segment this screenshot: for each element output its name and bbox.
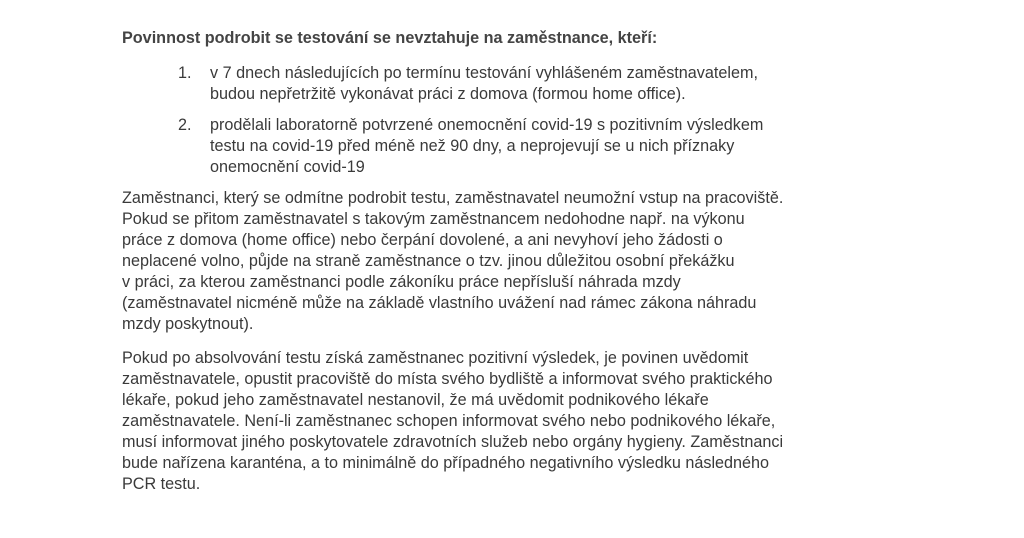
refusal-paragraph bbox=[122, 188, 912, 335]
list-item-number: 2. bbox=[178, 116, 192, 134]
paragraph-line: neplacené volno, půjde na straně zaměstnance o tzv. jinou důležitou osobní překážku bbox=[122, 252, 735, 270]
list-item-text-line: testu na covid-19 před méně než 90 dny, a neprojevují se u nich příznaky bbox=[210, 137, 735, 155]
paragraph-line: bude nařízena karanténa, a to minimálně do případného negativního výsledku následného bbox=[122, 454, 770, 472]
paragraph-line: lékaře, pokud jeho zaměstnavatel nestanovil, že má uvědomit podnikového lékaře bbox=[122, 391, 709, 409]
list-item-text-line: budou nepřetržitě vykonávat práci z domova (formou home office). bbox=[210, 85, 686, 103]
paragraph-line: práce z domova (home office) nebo čerpání dovolené, a ani nevyhoví jeho žádosti o bbox=[122, 231, 723, 249]
exemption-list bbox=[122, 63, 912, 178]
paragraph-line: Pokud po absolvování testu získá zaměstnanec pozitivní výsledek, je povinen uvědomit bbox=[122, 349, 749, 367]
section-heading: Povinnost podrobit se testování se nevztahuje na zaměstnance, kteří: bbox=[122, 29, 658, 47]
list-item bbox=[122, 63, 912, 105]
paragraph-line: (zaměstnavatel nicméně může na základě vlastního uvážení nad rámec zákona náhradu bbox=[122, 294, 757, 312]
paragraph-line: musí informovat jiného poskytovatele zdravotních služeb nebo orgány hygieny. Zaměstnanci bbox=[122, 433, 784, 451]
list-item bbox=[122, 115, 912, 178]
list-item-text-line: v 7 dnech následujících po termínu testování vyhlášeném zaměstnavatelem, bbox=[210, 64, 758, 82]
paragraph-line: zaměstnavatele, opustit pracoviště do místa svého bydliště a informovat svého praktického bbox=[122, 370, 773, 388]
paragraph-line: v práci, za kterou zaměstnanci podle zákoníku práce nepřísluší náhrada mzdy bbox=[122, 273, 681, 291]
list-item-number: 1. bbox=[178, 64, 192, 82]
paragraph-line: zaměstnavatele. Není-li zaměstnanec schopen informovat svého nebo podnikového lékaře, bbox=[122, 412, 776, 430]
positive-result-paragraph bbox=[122, 348, 912, 495]
document-body bbox=[122, 28, 912, 508]
paragraph-line: Pokud se přitom zaměstnavatel s takovým zaměstnancem nedohodne např. na výkonu bbox=[122, 210, 745, 228]
list-item-text-line: onemocnění covid-19 bbox=[210, 158, 365, 176]
paragraph-line: mzdy poskytnout). bbox=[122, 315, 254, 333]
list-item-text-line: prodělali laboratorně potvrzené onemocnění covid-19 s pozitivním výsledkem bbox=[210, 116, 764, 134]
paragraph-line: PCR testu. bbox=[122, 475, 201, 493]
paragraph-line: Zaměstnanci, který se odmítne podrobit testu, zaměstnavatel neumožní vstup na pracoviště. bbox=[122, 189, 784, 207]
